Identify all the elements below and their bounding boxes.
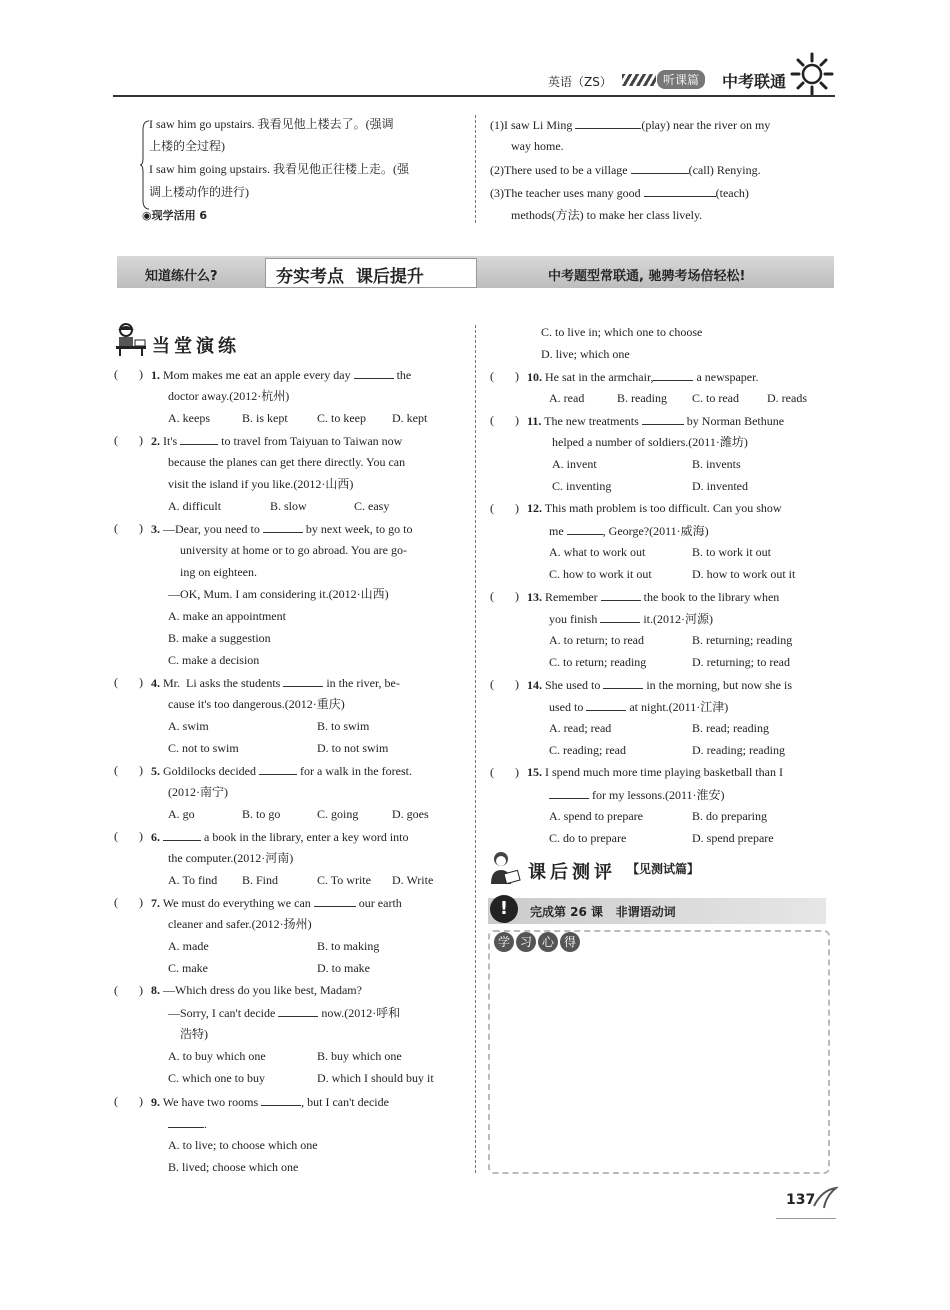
top-divider — [475, 115, 476, 223]
q9-option-b[interactable]: B. lived; choose which one — [168, 1160, 299, 1174]
answer-paren-4[interactable]: ( ) — [114, 675, 143, 689]
main-divider — [475, 325, 476, 1173]
banner-center-text: 夯实考点 课后提升 — [276, 267, 424, 287]
q7-option-c[interactable]: C. make — [168, 961, 208, 975]
q10-blank[interactable] — [653, 369, 693, 381]
q4-option-d[interactable]: D. to not swim — [317, 741, 389, 755]
q12-option-c[interactable]: C. how to work it out — [549, 567, 652, 581]
q6-option-c[interactable]: C. To write — [317, 873, 371, 887]
q7-option-a[interactable]: A. made — [168, 939, 209, 953]
q6-line-1 — [151, 829, 409, 845]
q11-line-1 — [527, 413, 784, 429]
task-label: 完成第 26 课 非谓语动词 — [530, 905, 676, 919]
q14-text-3: used to — [549, 700, 584, 714]
q3-line-1 — [151, 521, 412, 537]
q13-text-2: the book to the library when — [643, 590, 780, 604]
q11-option-b[interactable]: B. invents — [692, 457, 741, 471]
q5-option-d[interactable]: D. goes — [392, 807, 429, 821]
q14-blank-1[interactable] — [603, 677, 643, 689]
q7-number: 7. — [151, 896, 160, 910]
q15-option-a[interactable]: A. spend to prepare — [549, 809, 643, 823]
q5-number: 5. — [151, 764, 160, 778]
answer-paren-2[interactable]: ( ) — [114, 433, 143, 447]
q2-number: 2. — [151, 434, 160, 448]
q3-text-3: university at home or to go abroad. You are go- — [180, 543, 407, 557]
student-desk-icon — [114, 322, 148, 360]
answer-paren-3[interactable]: ( ) — [114, 521, 143, 535]
q1-option-c[interactable]: C. to keep — [317, 411, 366, 425]
q7-option-b[interactable]: B. to making — [317, 939, 380, 953]
q14-text-1: She used to — [545, 678, 601, 692]
q3-blank[interactable] — [263, 521, 303, 533]
q13-blank-2[interactable] — [600, 611, 640, 623]
answer-paren-15[interactable]: ( ) — [490, 765, 519, 779]
q8-line-1 — [151, 983, 362, 998]
q8-text-2: —Sorry, I can't decide — [168, 1006, 276, 1020]
q3-text-1: —Dear, you need to — [163, 522, 260, 536]
q14-blank-2[interactable] — [586, 699, 626, 711]
q3-option-a[interactable]: A. make an appointment — [168, 609, 286, 623]
q10-text-1: He sat in the armchair, — [545, 370, 654, 384]
q12-text-1: This math problem is too difficult. Can you show — [544, 501, 782, 515]
q8-line-2 — [168, 1005, 400, 1021]
exercise-2 — [490, 162, 761, 178]
q15-option-c[interactable]: C. do to prepare — [549, 831, 627, 845]
q7-text-1: We must do everything we can — [162, 896, 311, 910]
q11-text-2: by Norman Bethune — [686, 414, 785, 428]
answer-paren-10[interactable]: ( ) — [490, 369, 519, 383]
footer-rule — [776, 1218, 836, 1219]
q11-option-d[interactable]: D. invented — [692, 479, 748, 493]
q1-line-1 — [151, 367, 411, 383]
q2-option-b[interactable]: B. slow — [270, 499, 307, 513]
q14-option-c[interactable]: C. reading; read — [549, 743, 626, 757]
q11-option-a[interactable]: A. invent — [552, 457, 597, 471]
exercise-2-prefix: (2)There used to be a village — [490, 163, 628, 177]
q8-text-3: now.(2012·呼和 — [321, 1006, 401, 1020]
q4-text-2: in the river, be- — [326, 676, 400, 690]
q2-text-4: visit the island if you like.(2012·山西) — [168, 477, 354, 491]
q5-line-1 — [151, 763, 412, 779]
header-brand: 中考联通 — [722, 72, 787, 91]
answer-paren-11[interactable]: ( ) — [490, 413, 519, 427]
q10-option-c[interactable]: C. to read — [692, 391, 739, 405]
q8-text-4: 浩特) — [180, 1027, 208, 1041]
exercise-1-suffix: (play) near the river on my — [641, 118, 771, 132]
header-rule — [113, 95, 835, 97]
notes-title-char-1: 学 — [494, 932, 514, 952]
answer-paren-1[interactable]: ( ) — [114, 367, 143, 381]
q8-option-c[interactable]: C. which one to buy — [168, 1071, 265, 1085]
q9-blank-1[interactable] — [261, 1094, 301, 1106]
q2-option-a[interactable]: A. difficult — [168, 499, 222, 513]
q14-line-1 — [527, 677, 792, 693]
exercise-1-line-2: way home. — [511, 139, 564, 153]
q6-blank[interactable] — [163, 829, 201, 841]
q5-option-b[interactable]: B. to go — [242, 807, 281, 821]
q1-option-b[interactable]: B. is kept — [242, 411, 288, 425]
q9-text-1: We have two rooms — [162, 1095, 259, 1109]
answer-paren-5[interactable]: ( ) — [114, 763, 143, 777]
q15-option-d[interactable]: D. spend prepare — [692, 831, 774, 845]
answer-paren-14[interactable]: ( ) — [490, 677, 519, 691]
q5-text-2: for a walk in the forest. — [299, 764, 412, 778]
page-number-swoosh-icon — [812, 1186, 838, 1214]
q10-text-2: a newspaper. — [696, 370, 759, 384]
q13-text-1: Remember — [545, 590, 598, 604]
q9-line-2 — [168, 1116, 207, 1132]
q13-line-2 — [549, 611, 713, 627]
q3-text-4: ing on eighteen. — [180, 565, 257, 579]
q8-option-d[interactable]: D. which I should buy it — [317, 1071, 434, 1085]
q1-text-3: doctor away.(2012·杭州) — [168, 389, 290, 403]
q12-line-1 — [527, 501, 782, 516]
q14-option-d[interactable]: D. reading; reading — [692, 743, 785, 757]
q13-option-d[interactable]: D. returning; to read — [692, 655, 790, 669]
q1-number: 1. — [151, 368, 160, 382]
q2-text-3: because the planes can get there directly. You can — [168, 455, 406, 469]
q13-text-3: you finish — [549, 612, 598, 626]
q13-number: 13. — [527, 590, 542, 604]
q1-text-1: Mom makes me eat an apple every day — [163, 368, 351, 382]
q4-text-3: cause it's too dangerous.(2012·重庆) — [168, 697, 345, 711]
q6-number: 6. — [151, 830, 160, 844]
q14-text-2: in the morning, but now she is — [646, 678, 793, 692]
q11-option-c[interactable]: C. inventing — [552, 479, 612, 493]
q7-text-2: our earth — [358, 896, 402, 910]
q12-line-2 — [549, 523, 709, 539]
q5-text-3: (2012·南宁) — [168, 785, 228, 799]
q10-option-d[interactable]: D. reads — [767, 391, 807, 405]
header-stripes — [622, 74, 656, 86]
q5-text-1: Goldilocks decided — [163, 764, 256, 778]
q4-option-b[interactable]: B. to swim — [317, 719, 370, 733]
q10-number: 10. — [527, 370, 542, 384]
q10-line-1 — [527, 369, 758, 385]
q3-option-c[interactable]: C. make a decision — [168, 653, 260, 667]
q9-blank-2[interactable] — [168, 1116, 204, 1128]
q3-number: 3. — [151, 522, 160, 536]
exercise-3-blank[interactable] — [644, 185, 716, 197]
q11-number: 11. — [527, 414, 542, 428]
exercise-1-blank[interactable] — [575, 117, 641, 129]
q7-text-3: cleaner and safer.(2012·扬州) — [168, 917, 312, 931]
q15-text-1: I spend much more time playing basketball than I — [545, 765, 783, 779]
q12-text-3: , George?(2011·威海) — [602, 524, 709, 538]
q4-option-c[interactable]: C. not to swim — [168, 741, 239, 755]
q1-text-2: the — [396, 368, 412, 382]
answer-paren-6[interactable]: ( ) — [114, 829, 143, 843]
q15-blank[interactable] — [549, 787, 589, 799]
page-number: 137 — [786, 1192, 816, 1208]
q13-option-c[interactable]: C. to return; reading — [549, 655, 647, 669]
q15-line-1 — [527, 765, 783, 780]
q15-option-b[interactable]: B. do preparing — [692, 809, 767, 823]
section2-note[interactable]: 【见测试篇】 — [627, 862, 700, 876]
exercise-3-line-2: methods(方法) to make her class lively. — [511, 208, 703, 222]
exercise-3-line-1 — [490, 185, 749, 201]
q6-text-2: a book in the library, enter a key word into — [204, 830, 409, 844]
q7-line-1 — [151, 895, 402, 911]
q4-text-1: Mr. Li asks the students — [163, 676, 281, 690]
answer-paren-8[interactable]: ( ) — [114, 983, 143, 997]
notes-title-char-4: 得 — [560, 932, 580, 952]
answer-paren-7[interactable]: ( ) — [114, 895, 143, 909]
q5-option-c[interactable]: C. going — [317, 807, 359, 821]
notes-title — [494, 932, 580, 952]
q8-text-1: —Which dress do you like best, Madam? — [163, 983, 362, 997]
exercise-3-prefix: (3)The teacher uses many good — [490, 186, 641, 200]
q13-line-1 — [527, 589, 779, 605]
q10-option-b[interactable]: B. reading — [617, 391, 667, 405]
q15-text-2: for my lessons.(2011·淮安) — [592, 788, 725, 802]
q2-option-c[interactable]: C. easy — [354, 499, 390, 513]
q8-option-b[interactable]: B. buy which one — [317, 1049, 402, 1063]
q14-option-b[interactable]: B. read; reading — [692, 721, 769, 735]
q11-blank[interactable] — [642, 413, 684, 425]
q13-option-b[interactable]: B. returning; reading — [692, 633, 793, 647]
q2-blank[interactable] — [180, 433, 218, 445]
q14-text-4: at night.(2011·江津) — [629, 700, 729, 714]
exercise-3-suffix: (teach) — [715, 186, 749, 200]
q14-option-a[interactable]: A. read; read — [549, 721, 612, 735]
q2-text-1: It's — [163, 434, 178, 448]
q12-option-d[interactable]: D. how to work out it — [692, 567, 796, 581]
q1-option-d[interactable]: D. kept — [392, 411, 428, 425]
q6-option-d[interactable]: D. Write — [392, 873, 434, 887]
q10-option-a[interactable]: A. read — [549, 391, 585, 405]
q12-option-b[interactable]: B. to work it out — [692, 545, 772, 559]
top-left-line-1: I saw him go upstairs. 我看见他上楼去了。(强调 — [149, 117, 394, 131]
header-subject: 英语（ZS） — [548, 75, 612, 89]
q4-line-1 — [151, 675, 400, 691]
notes-title-char-2: 习 — [516, 932, 536, 952]
q2-line-1 — [151, 433, 402, 449]
q3-option-b[interactable]: B. make a suggestion — [168, 631, 271, 645]
q13-text-4: it.(2012·河源) — [643, 612, 714, 626]
q8-option-a[interactable]: A. to buy which one — [168, 1049, 266, 1063]
banner-right-text: 中考题型常联通, 驰骋考场倍轻松! — [548, 269, 746, 284]
q9-option-d[interactable]: D. live; which one — [541, 347, 630, 361]
q5-option-a[interactable]: A. go — [168, 807, 195, 821]
q3-text-2: by next week, to go to — [305, 522, 413, 536]
q7-blank[interactable] — [314, 895, 356, 907]
q15-number: 15. — [527, 765, 542, 779]
q4-option-a[interactable]: A. swim — [168, 719, 209, 733]
q5-blank[interactable] — [259, 763, 297, 775]
q1-blank[interactable] — [354, 367, 394, 379]
q2-text-2: to travel from Taiyuan to Taiwan now — [221, 434, 403, 448]
q12-text-2: me — [549, 524, 564, 538]
q9-option-c[interactable]: C. to live in; which one to choose — [541, 325, 703, 339]
q9-text-3: . — [204, 1117, 207, 1131]
q4-number: 4. — [151, 676, 160, 690]
answer-paren-12[interactable]: ( ) — [490, 501, 519, 515]
answer-paren-9[interactable]: ( ) — [114, 1094, 143, 1108]
answer-paren-13[interactable]: ( ) — [490, 589, 519, 603]
q9-option-a[interactable]: A. to live; to choose which one — [168, 1138, 318, 1152]
q12-blank[interactable] — [567, 523, 603, 535]
q6-option-b[interactable]: B. Find — [242, 873, 279, 887]
exercise-2-blank[interactable] — [631, 162, 689, 174]
top-left-heading: ◉现学活用 6 — [142, 209, 208, 222]
q4-blank[interactable] — [283, 675, 323, 687]
q13-option-a[interactable]: A. to return; to read — [549, 633, 644, 647]
reading-student-icon — [487, 850, 523, 890]
q12-number: 12. — [527, 501, 542, 515]
exercise-1-line-1 — [490, 117, 770, 133]
q7-option-d[interactable]: D. to make — [317, 961, 370, 975]
exercise-1-prefix: (1)I saw Li Ming — [490, 118, 573, 132]
top-left-line-4: 调上楼动作的进行) — [149, 185, 249, 199]
banner-left-text: 知道练什么? — [145, 269, 218, 284]
q1-option-a[interactable]: A. keeps — [168, 411, 210, 425]
header-tag: 听课篇 — [657, 70, 705, 89]
section1-title: 当堂演练 — [152, 336, 240, 357]
q14-number: 14. — [527, 678, 542, 692]
q9-text-2: , but I can't decide — [301, 1095, 389, 1109]
q11-text-3: helped a number of soldiers.(2011·潍坊) — [552, 435, 748, 449]
exclamation-icon: ! — [490, 895, 518, 923]
top-left-line-2: 上楼的全过程) — [149, 139, 225, 153]
exercise-2-suffix: (call) Renying. — [688, 163, 761, 177]
q9-line-1 — [151, 1094, 389, 1110]
q11-text-1: The new treatments — [544, 414, 639, 428]
top-left-line-3: I saw him going upstairs. 我看见他正往楼上走。(强 — [149, 162, 409, 176]
q8-blank[interactable] — [278, 1005, 318, 1017]
q3-text-5: —OK, Mum. I am considering it.(2012·山西) — [168, 587, 389, 601]
notes-title-char-3: 心 — [538, 932, 558, 952]
q14-line-2 — [549, 699, 728, 715]
q8-number: 8. — [151, 983, 160, 997]
q6-option-a[interactable]: A. To find — [168, 873, 218, 887]
q6-text-3: the computer.(2012·河南) — [168, 851, 294, 865]
section2-title: 课后测评 — [528, 862, 616, 883]
q12-option-a[interactable]: A. what to work out — [549, 545, 646, 559]
q13-blank-1[interactable] — [601, 589, 641, 601]
q15-line-2 — [549, 787, 725, 803]
q9-number: 9. — [151, 1095, 160, 1109]
notes-box[interactable] — [488, 930, 830, 1174]
